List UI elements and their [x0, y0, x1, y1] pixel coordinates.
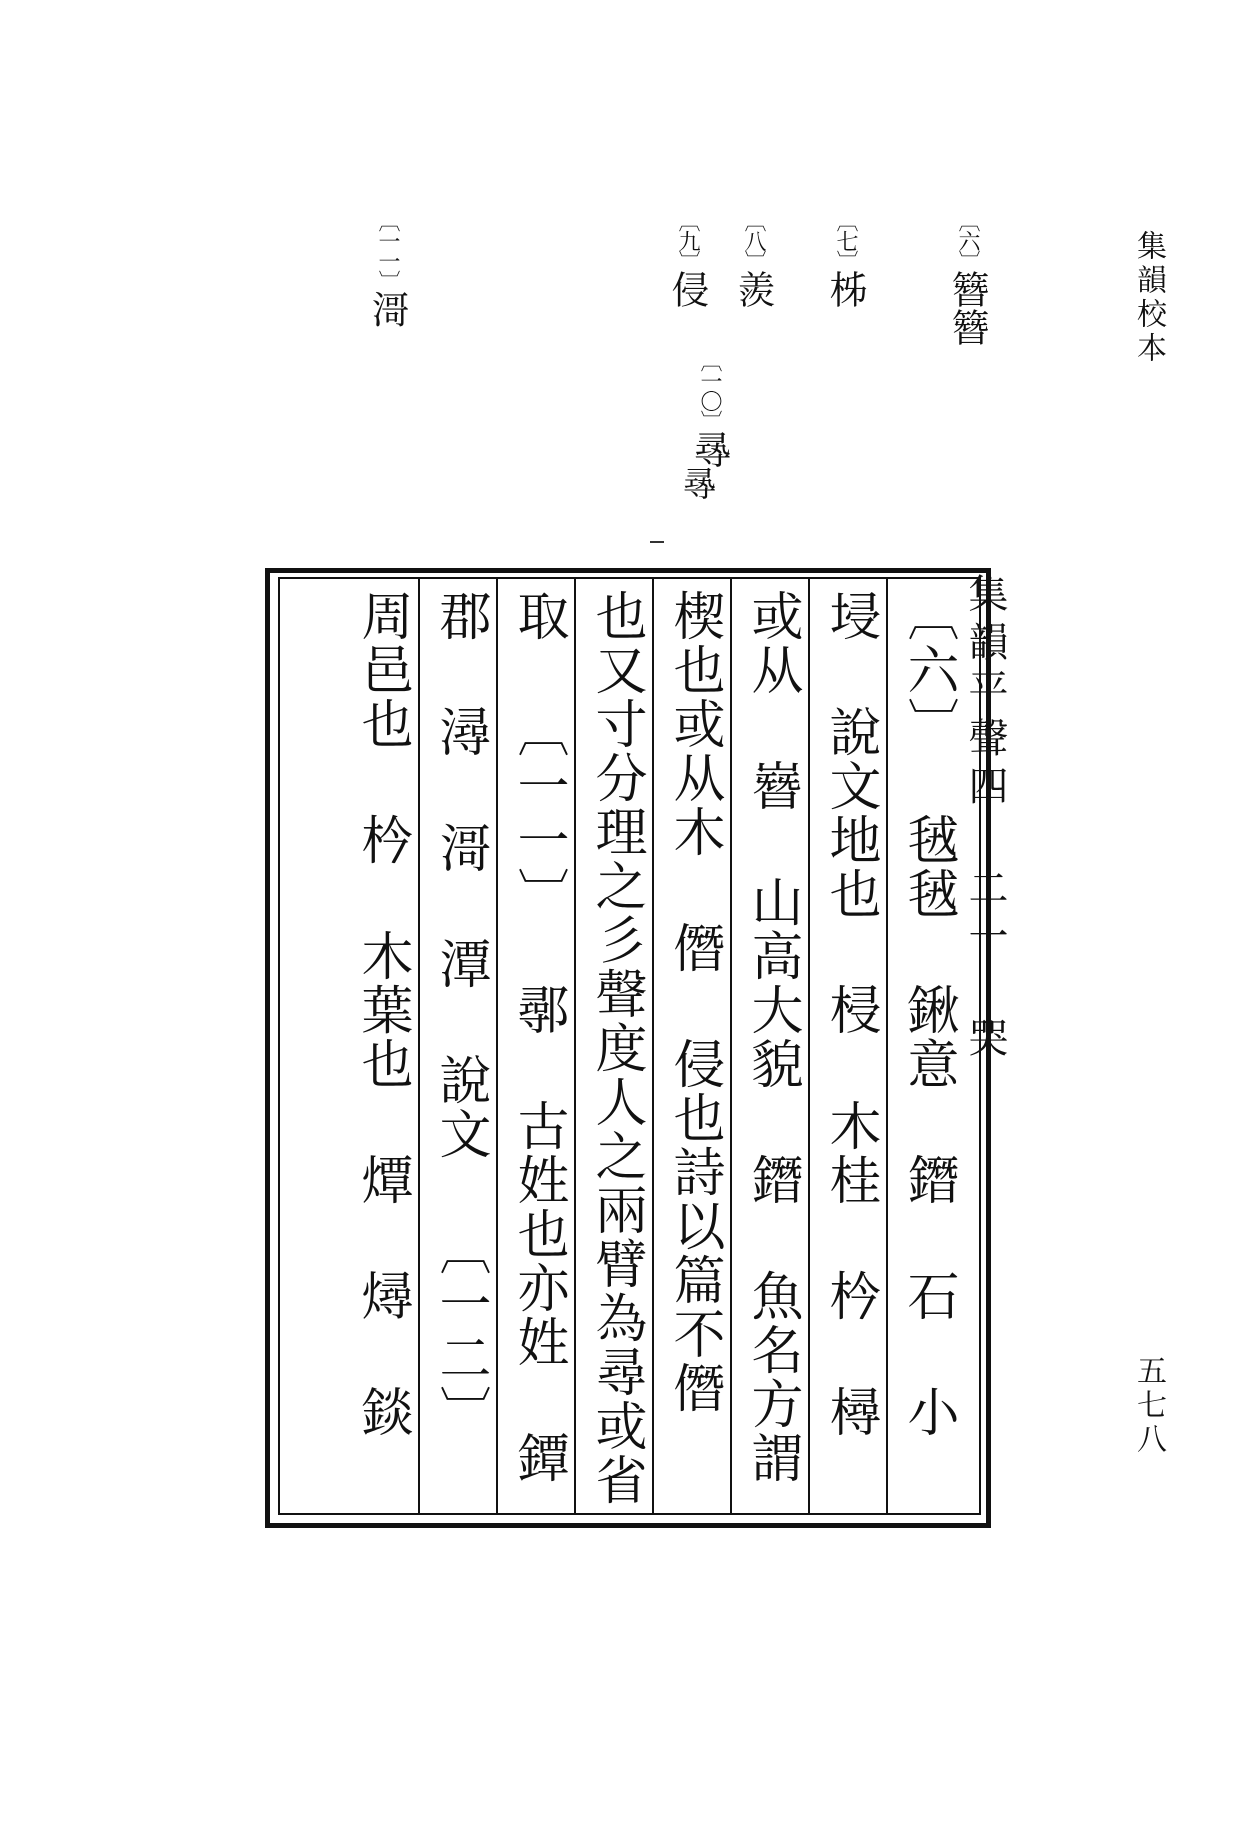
note-text: 㝷 [687, 430, 731, 468]
text-column: 埐 說文地也 梫 木桂 枔 樳 [820, 589, 880, 1439]
block-edge-label: 集韻平聲四 二一 哭 [962, 573, 1008, 1065]
note-text-sub: 㝷 [676, 466, 716, 500]
note-number: 〔九〕 [675, 210, 700, 270]
note-text: 侵 [665, 270, 709, 308]
text-column: 或从 嶜 山高大貌 鐕 魚名方謂 [742, 589, 802, 1485]
note-text: 柹 [823, 270, 867, 308]
collation-note [940, 210, 995, 346]
collation-note [660, 210, 715, 308]
note-number-value: 七 [833, 230, 858, 250]
column-rule [496, 579, 498, 1513]
collation-note [360, 210, 415, 328]
note-number: 〔六〕 [955, 210, 980, 270]
note-number-value: 一〇 [697, 370, 722, 410]
note-number-value: 八 [741, 230, 766, 250]
text-column: 楔也或从木 僭 侵也詩以篇不僭 [664, 589, 724, 1415]
note-number: 〔七〕 [833, 210, 858, 270]
text-column: 郡 潯 滒 潭 說文 〔一二〕 [430, 589, 490, 1439]
column-rule [652, 579, 654, 1513]
collation-note-sub [672, 466, 721, 500]
note-number-value: 九 [675, 230, 700, 250]
collation-note [682, 350, 737, 468]
note-number-value: 六 [955, 230, 980, 250]
note-text: 羨 [731, 270, 775, 308]
text-column: 也又寸分理之彡聲度人之兩臂為尋或省 [586, 589, 646, 1507]
text-column: 周邑也 枔 木葉也 燂 燖 錟 [352, 589, 412, 1439]
column-rule [730, 579, 732, 1513]
collation-note [818, 210, 873, 308]
woodblock-inner-border [278, 573, 1008, 1515]
text-column: 取 〔一一〕 鄩 古姓也亦姓 鐔 [508, 589, 568, 1485]
woodblock-frame [265, 568, 1008, 1528]
column-rule [574, 579, 576, 1513]
column-rule [808, 579, 810, 1513]
note-number-value: 一一 [375, 230, 400, 270]
column-rule [418, 579, 420, 1513]
note-text: 滒 [365, 290, 409, 328]
page-number: 五七八 [1131, 1355, 1166, 1457]
running-head: 集韻校本 [1131, 230, 1166, 366]
note-text: 簪簪 [945, 270, 989, 346]
column-rule [886, 579, 888, 1513]
text-column: 〔六〕 毧毧 鍬意 鐕 石 小 [898, 589, 958, 1439]
note-number: 〔一〇〕 [697, 350, 722, 430]
collation-note [726, 210, 781, 308]
note-number: 〔一一〕 [375, 210, 400, 290]
note-number: 〔八〕 [741, 210, 766, 270]
divider-mark [650, 541, 664, 543]
